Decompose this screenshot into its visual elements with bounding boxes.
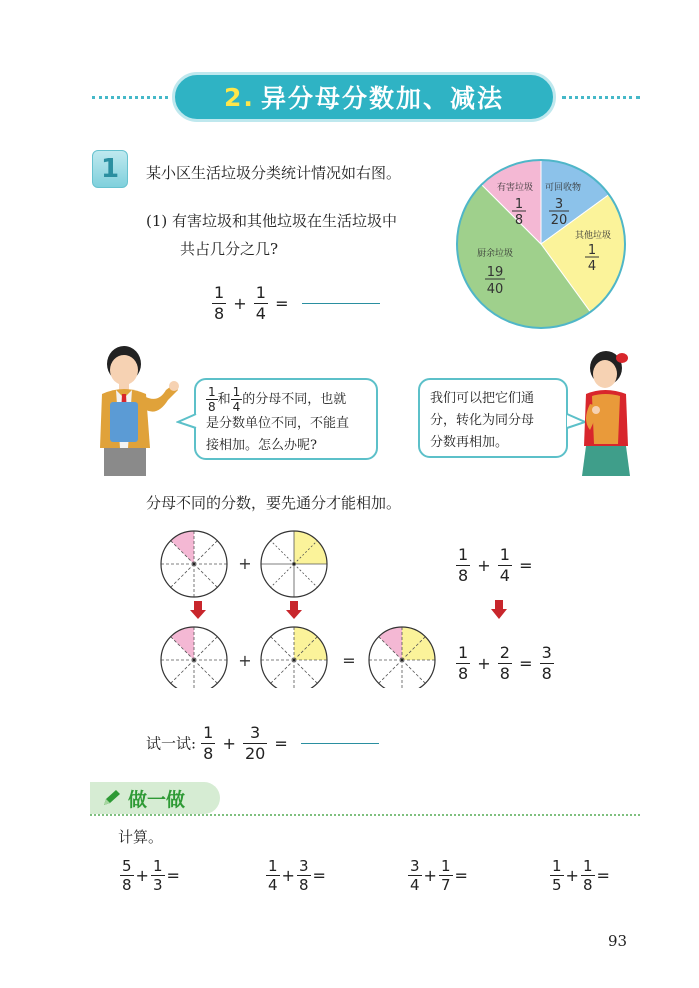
circle-eighths [161,627,227,688]
plus-sign: + [222,734,236,753]
divider-line [194,541,217,564]
divider-line [402,660,425,683]
plus-sign-bottom: + [238,651,252,670]
try-it-row [146,724,379,763]
practice-problem [550,858,612,893]
pie-den-recyclable: 20 [550,213,568,228]
girl-bubble-line2: 分，转化为同分母 [430,413,535,428]
numerator: 3 [541,643,552,662]
girl-bubble-line1: 我们可以把它们通 [430,391,535,406]
center-dot [192,562,195,565]
pie-num-recyclable: 3 [554,197,564,212]
pie-num-kitchen: 19 [486,265,504,280]
plus-sign: + [477,654,491,673]
equation-bottom [456,644,554,683]
boy-bubble-line1: 的分母不同，也就 [242,392,347,407]
fraction [206,386,218,413]
pie-label-other: 其他垃圾 [574,231,612,241]
fraction [550,858,564,893]
numerator: 5 [122,857,132,875]
numerator: 3 [410,857,420,875]
numerator: 3 [250,723,261,742]
shaded-sector [171,531,194,564]
pie-label-kitchen: 厨余垃圾 [476,249,514,259]
shaded-sector [171,627,194,660]
plus-sign: + [477,556,491,575]
denominator: 8 [208,400,216,414]
fraction [120,858,134,893]
fraction [456,546,470,585]
answer-blank[interactable] [301,743,379,744]
numerator: 1 [232,385,241,399]
fraction [212,284,226,323]
fraction [243,724,267,763]
divider-line [294,564,317,587]
numerator: 1 [255,283,266,302]
equals-sign: = [166,866,180,885]
denominator: 4 [232,400,241,414]
practice-divider [90,814,640,816]
section-number: 2. [224,82,255,112]
divider-line [271,541,294,564]
divider-line [194,564,217,587]
pie-num-harmful: 1 [514,197,524,212]
practice-problem [120,858,182,893]
circle-quarters [261,531,327,597]
bubble-and: 和 [217,392,231,407]
numerator: 1 [552,857,562,875]
denominator: 8 [203,744,214,763]
boy-speech-bubble [194,378,378,460]
pie-label-harmful: 有害垃圾 [496,183,534,193]
plus-sign-top: + [238,554,252,573]
numerator: 2 [499,643,510,662]
numerator: 1 [214,283,225,302]
pie-label-recyclable: 可回收物 [544,183,582,193]
header-dots-right [562,96,640,99]
try-it-label: 试一试: [146,734,197,753]
numerator: 3 [298,857,309,875]
fraction [456,644,470,683]
denominator: 8 [214,304,225,323]
denominator: 8 [298,876,309,894]
shaded-sector [379,627,402,660]
numerator: 1 [268,857,278,875]
denominator: 8 [582,876,593,894]
question-1-line1: (1) 有害垃圾和其他垃圾在生活垃圾中 [146,212,398,230]
down-arrow-icon [286,601,302,619]
center-dot [400,658,403,661]
boy-illustration [94,344,180,476]
fraction-circles-diagram [150,528,450,688]
divider-line [271,564,294,587]
girl-illustration [576,348,634,476]
denominator: 4 [410,876,420,894]
practice-header [90,782,220,814]
denominator: 8 [122,876,132,894]
fraction [254,284,268,323]
down-arrow-icon [190,601,206,619]
fraction [151,858,165,893]
girl-speech-bubble [418,378,568,458]
center-dot [292,562,295,565]
pencil-icon [102,789,122,807]
numerator: 1 [208,385,216,399]
divider-line [171,660,194,683]
circle-eighths [161,531,227,597]
numerator: 1 [440,857,451,875]
fraction [540,644,554,683]
boy-bubble-line2: 是分数单位不同，不能直 [206,416,350,431]
divider-line [194,660,217,683]
fraction [498,644,512,683]
equals-sign: = [275,294,289,313]
divider-line [171,564,194,587]
fraction [498,546,512,585]
divider-line [379,660,402,683]
plus-sign: + [281,866,295,885]
practice-title: 做一做 [128,788,186,811]
boy-bubble-line3: 接相加。怎么办呢? [206,438,317,453]
header-dots-left [92,96,168,99]
fraction [201,724,215,763]
equation-top [456,546,534,585]
divider-line [194,637,217,660]
equals-sign: = [596,866,610,885]
equals-sign: = [454,866,468,885]
rule-text: 分母不同的分数，要先通分才能相加。 [146,494,402,512]
pie-den-harmful: 8 [514,213,524,228]
numerator: 1 [499,545,510,564]
plus-sign: + [233,294,247,313]
equals-sign: = [519,654,533,673]
fraction [581,858,595,893]
plus-sign: + [423,866,437,885]
circle-eighths-shaded [261,627,327,688]
equals-sign-bottom: = [342,651,356,670]
section-title-banner [172,72,556,122]
practice-instruction: 计算。 [118,828,164,846]
numerator: 1 [203,723,214,742]
fraction [408,858,422,893]
practice-problem [266,858,328,893]
numerator: 1 [458,545,469,564]
page-number: 93 [608,932,628,950]
center-dot [192,658,195,661]
pie-den-kitchen: 40 [486,282,504,297]
denominator: 4 [255,304,266,323]
divider-line [271,637,294,660]
denominator: 5 [552,876,562,894]
example-badge: 1 [92,150,128,188]
pie-den-other: 4 [587,259,597,274]
denominator: 8 [499,664,510,683]
fraction [297,858,311,893]
denominator: 4 [268,876,278,894]
girl-bubble-line3: 分数再相加。 [430,435,509,450]
divider-line [294,660,317,683]
denominator: 7 [440,876,451,894]
section-title: 异分母分数加、减法 [260,84,504,113]
equals-sign: = [274,734,288,753]
boy-bubble-tail [176,412,198,432]
fraction [231,386,243,413]
denominator: 4 [499,566,510,585]
divider-line [271,660,294,683]
plus-sign: + [565,866,579,885]
answer-blank[interactable] [302,303,380,304]
waste-pie-chart [455,158,627,330]
denominator: 8 [458,566,469,585]
example-intro: 某小区生活垃圾分类统计情况如右图。 [146,164,402,182]
denominator: 20 [244,744,266,763]
fraction [439,858,453,893]
denominator: 3 [152,876,163,894]
plus-sign: + [135,866,149,885]
question-1-equation [212,284,380,323]
down-arrow-icon [490,600,508,620]
equals-sign: = [519,556,533,575]
pie-num-other: 1 [587,243,597,258]
numerator: 1 [582,857,593,875]
practice-problem [408,858,470,893]
numerator: 1 [152,857,163,875]
fraction [266,858,280,893]
question-1-line2: 共占几分之几? [180,240,279,258]
denominator: 8 [541,664,552,683]
equals-sign: = [312,866,326,885]
circle-sum [369,627,435,688]
numerator: 1 [458,643,469,662]
denominator: 8 [458,664,469,683]
center-dot [292,658,295,661]
